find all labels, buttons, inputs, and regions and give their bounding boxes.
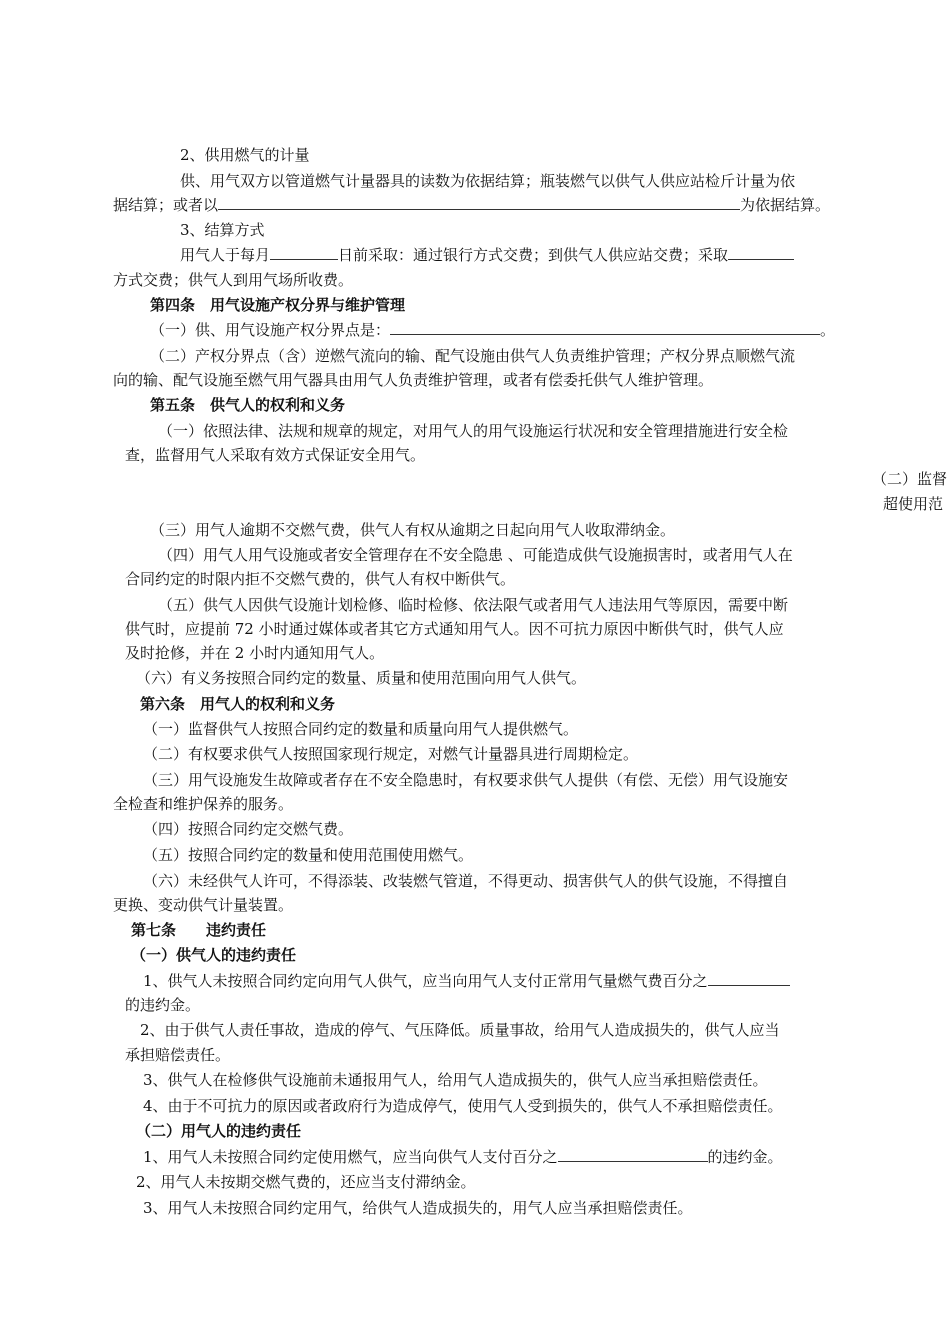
article4-p1 (150, 320, 835, 340)
article7-title: 第七条 违约责任 (131, 921, 267, 939)
article7-s1-line1 (143, 971, 790, 991)
article6-p6-line2: 更换、变动供气计量装置。 (113, 896, 294, 914)
article7-s2-line1: 2、由于供气人责任事故，造成的停气、气压降低。质量事故，给用气人造成损失的，供气人应当 (140, 1021, 780, 1039)
settle-text-line1 (180, 245, 794, 265)
article4-p1-text: （一）供、用气设施产权分界点是： (150, 321, 391, 339)
settle-text-line2: 方式交费；供气人到用气场所收费。 (113, 271, 354, 289)
settle-day-blank[interactable] (270, 245, 338, 260)
article5-p5-line1: （五）供气人因供气设施计划检修、临时检修、依法限气或者用气人违法用气等原因，需要中断 (158, 596, 789, 614)
article5-p3: （三）用气人逾期不交燃气费，供气人有权从逾期之日起向用气人收取滞纳金。 (150, 521, 676, 539)
article6-p6-line1: （六）未经供气人许可，不得添装、改装燃气管道，不得更动、损害供气人的供气设施，不得擅自 (143, 872, 789, 890)
article7-sub1-title: （一）供气人的违约责任 (131, 946, 297, 964)
meter-basis-blank[interactable] (218, 195, 740, 210)
article6-p1: （一）监督供气人按照合同约定的数量和质量向用气人提供燃气。 (143, 720, 579, 738)
meter-text-suffix: 为依据结算。 (740, 196, 831, 214)
meter-title: 2、供用燃气的计量 (180, 146, 310, 164)
article7-s1-text: 1、供气人未按照合同约定向用气人供气，应当向用气人支付正常用气量燃气费百分之 (143, 972, 708, 990)
settle-text-prefix: 用气人于每月 (180, 246, 271, 264)
article4-p2-line1: （二）产权分界点（含）逆燃气流向的输、配气设施由供气人负责维护管理；产权分界点顺燃气流 (150, 347, 796, 365)
article6-p5: （五）按照合同约定的数量和使用范围使用燃气。 (143, 846, 474, 864)
article5-p4-line2: 合同约定的时限内拒不交燃气费的，供气人有权中断供气。 (125, 570, 516, 588)
article7-s4: 4、由于不可抗力的原因或者政府行为造成停气，使用气人受到损失的，供气人不承担赔偿责任。 (143, 1097, 783, 1115)
article6-p3-line1: （三）用气设施发生故障或者存在不安全隐患时，有权要求供气人提供（有偿、无偿）用气设施安 (143, 771, 789, 789)
article5-p5-line2: 供气时，应提前 72 小时通过媒体或者其它方式通知用气人。因不可抗力原因中断供气时，供气人应 (125, 620, 784, 638)
article5-p2-fragment2: 超使用范 (883, 495, 944, 513)
article5-p1-line1: （一）依照法律、法规和规章的规定，对用气人的用气设施运行状况和安全管理措施进行安全检 (158, 422, 789, 440)
article7-u1 (143, 1147, 783, 1167)
article7-u1-end: 的违约金。 (707, 1148, 783, 1166)
article5-title: 第五条 供气人的权利和义务 (150, 396, 346, 414)
meter-text-prefix: 据结算；或者以 (113, 196, 219, 214)
article7-s2-line2: 承担赔偿责任。 (125, 1046, 231, 1064)
article7-u3: 3、用气人未按照合同约定用气，给供气人造成损失的，用气人应当承担赔偿责任。 (143, 1199, 693, 1217)
article5-p1-line2: 查，监督用气人采取有效方式保证安全用气。 (125, 446, 426, 464)
article5-p2-fragment1: （二）监督 (872, 470, 948, 488)
article4-p1-end: 。 (820, 321, 836, 339)
article6-p4: （四）按照合同约定交燃气费。 (143, 820, 354, 838)
article7-u1-text: 1、用气人未按照合同约定使用燃气，应当向供气人支付百分之 (143, 1148, 558, 1166)
article6-p2: （二）有权要求供气人按照国家现行规定，对燃气计量器具进行周期检定。 (143, 745, 639, 763)
meter-text-line2 (113, 195, 830, 215)
article6-p3-line2: 全检查和维护保养的服务。 (113, 795, 294, 813)
article4-p2-line2: 向的输、配气设施至燃气用气器具由用气人负责维护管理，或者有偿委托供气人维护管理。 (113, 371, 714, 389)
article6-title: 第六条 用气人的权利和义务 (140, 695, 336, 713)
article4-title: 第四条 用气设施产权分界与维护管理 (150, 296, 406, 314)
article7-sub2-title: （二）用气人的违约责任 (136, 1122, 302, 1140)
property-boundary-blank[interactable] (390, 320, 820, 335)
article7-s1-line2: 的违约金。 (125, 996, 201, 1014)
article5-p5-line3: 及时抢修，并在 2 小时内通知用气人。 (125, 644, 385, 662)
settle-title: 3、结算方式 (180, 221, 265, 239)
article5-p6: （六）有义务按照合同约定的数量、质量和使用范围向用气人供气。 (136, 669, 587, 687)
supplier-penalty-percent-blank[interactable] (708, 971, 790, 986)
article5-p4-line1: （四）用气人用气设施或者安全管理存在不安全隐患 、可能造成供气设施损害时，或者用气人在 (158, 546, 793, 564)
settle-text-mid: 日前采取：通过银行方式交费；到供气人供应站交费；采取 (338, 246, 729, 264)
article7-s3: 3、供气人在检修供气设施前未通报用气人，给用气人造成损失的，供气人应当承担赔偿责任。 (143, 1071, 768, 1089)
settle-method-blank[interactable] (728, 245, 794, 260)
user-penalty-percent-blank[interactable] (558, 1147, 708, 1162)
meter-text-line1: 供、用气双方以管道燃气计量器具的读数为依据结算；瓶装燃气以供气人供应站检斤计量为依 (180, 172, 796, 190)
article7-u2: 2、用气人未按期交燃气费的，还应当支付滞纳金。 (136, 1173, 476, 1191)
